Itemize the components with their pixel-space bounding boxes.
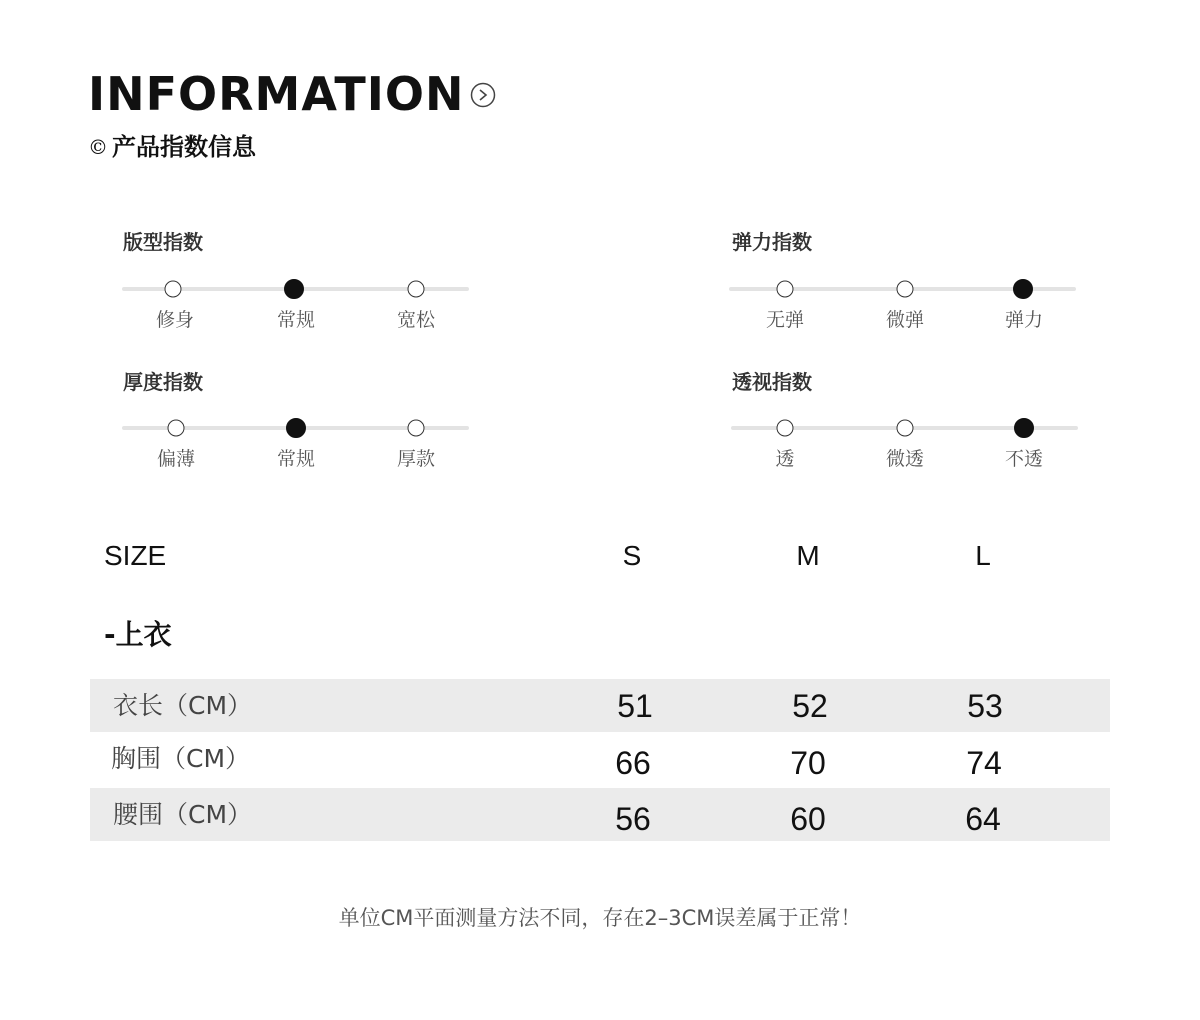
thickness-option-label: 常规	[276, 448, 316, 470]
transparency-option-dot	[777, 420, 794, 437]
table-cell: 53	[967, 688, 1003, 724]
copyright-icon: ©	[88, 135, 108, 159]
elasticity-option-dot-selected	[1013, 279, 1033, 299]
table-cell: 66	[615, 745, 651, 781]
transparency-option-label: 微透	[885, 448, 925, 470]
transparency-option-label: 不透	[1004, 448, 1044, 470]
elasticity-option-dot	[777, 281, 794, 298]
table-cell: 74	[966, 745, 1002, 781]
size-table-header: SIZE	[104, 540, 167, 571]
fit-option-label: 常规	[276, 309, 316, 331]
size-column-header: L	[975, 540, 991, 571]
fit-option-label: 修身	[155, 309, 195, 331]
size-column-header: M	[796, 540, 820, 571]
transparency-option-dot	[897, 420, 914, 437]
elasticity-option-label: 无弹	[765, 309, 805, 331]
elasticity-option-label: 弹力	[1004, 309, 1044, 331]
size-column-header: S	[622, 540, 642, 571]
transparency-index-label: 透视指数	[732, 370, 812, 394]
transparency-option-label: 透	[775, 448, 795, 470]
table-row-label: 腰围（CM）	[113, 800, 253, 829]
table-cell: 56	[615, 801, 651, 837]
elasticity-option-label: 微弹	[885, 309, 925, 331]
arrow-right-circle-icon	[470, 82, 496, 108]
table-cell: 70	[790, 745, 826, 781]
thickness-index-label: 厚度指数	[123, 370, 203, 394]
thickness-option-label: 厚款	[396, 448, 436, 470]
table-cell: 60	[790, 801, 826, 837]
thickness-option-label: 偏薄	[156, 448, 196, 470]
fit-option-dot	[165, 281, 182, 298]
table-row-label: 胸围（CM）	[111, 744, 251, 773]
table-cell: 64	[965, 801, 1001, 837]
subtitle-text: 产品指数信息	[112, 132, 256, 161]
thickness-option-dot	[168, 420, 185, 437]
measurement-note: 单位CM平面测量方法不同，存在2–3CM误差属于正常！	[338, 906, 862, 930]
fit-option-dot	[408, 281, 425, 298]
table-row-label: 衣长（CM）	[113, 691, 253, 720]
thickness-option-dot-selected	[286, 418, 306, 438]
fit-option-dot-selected	[284, 279, 304, 299]
elasticity-option-dot	[897, 281, 914, 298]
fit-option-label: 宽松	[396, 309, 436, 331]
elasticity-index-label: 弹力指数	[732, 230, 812, 254]
thickness-option-dot	[408, 420, 425, 437]
garment-section-label: -上衣	[104, 618, 172, 651]
transparency-option-dot-selected	[1014, 418, 1034, 438]
fit-index-label: 版型指数	[123, 230, 203, 254]
table-cell: 51	[617, 688, 653, 724]
page-title: INFORMATION	[88, 67, 465, 121]
table-cell: 52	[792, 688, 828, 724]
section-subtitle	[88, 132, 256, 162]
